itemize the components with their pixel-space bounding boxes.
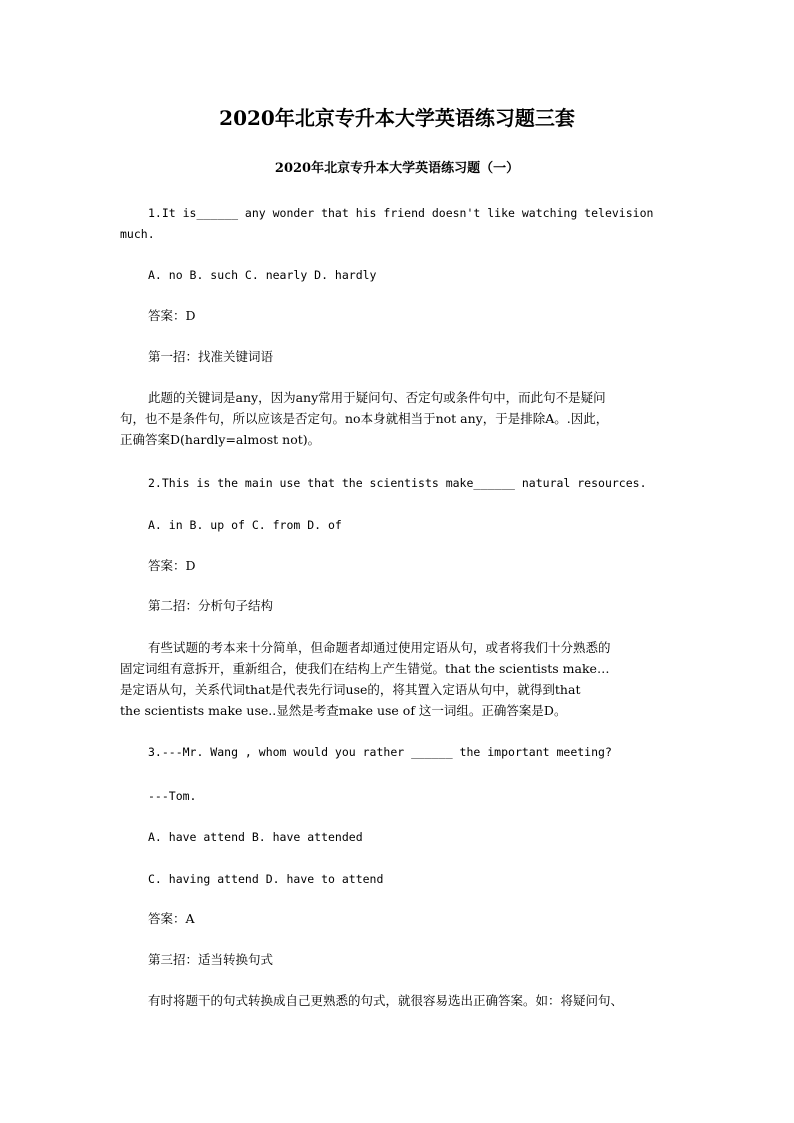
question-3-reply: ---Tom. <box>148 789 197 803</box>
tip-2-paragraph-line: 是定语从句，关系代词that是代表先行词use的，将其置入定语从句中，就得到that <box>120 682 581 697</box>
question-2-answer: 答案：D <box>148 558 196 573</box>
tip-2-heading: 第二招：分析句子结构 <box>148 598 274 613</box>
question-1-options: A. no B. such C. nearly D. hardly <box>148 268 377 282</box>
question-2-text: 2.This is the main use that the scientists make______ natural resources. <box>148 476 647 490</box>
tip-1-paragraph-line: 此题的关键词是any，因为any常用于疑问句、否定句或条件句中，而此句不是疑问 <box>148 390 606 405</box>
question-3-options: C. having attend D. have to attend <box>148 872 384 886</box>
tip-1-paragraph-line: 句，也不是条件句，所以应该是否定句。no本身就相当于not any，于是排除A。.因此， <box>120 411 609 426</box>
tip-3-paragraph-line: 有时将题干的句式转换成自己更熟悉的句式，就很容易选出正确答案。如：将疑问句、 <box>148 993 624 1008</box>
tip-1-heading: 第一招：找准关键词语 <box>148 349 274 364</box>
question-1-text: 1.It is______ any wonder that his friend doesn't like watching television <box>148 206 654 220</box>
question-3-answer: 答案：A <box>148 911 195 926</box>
question-1-text-cont: much. <box>120 227 155 241</box>
tip-2-paragraph-line: 固定词组有意拆开，重新组合，使我们在结构上产生错觉。that the scientists make… <box>120 661 610 676</box>
question-3-options: A. have attend B. have attended <box>148 830 363 844</box>
question-2-options: A. in B. up of C. from D. of <box>148 518 342 532</box>
tip-2-paragraph-line: 有些试题的考本来十分简单，但命题者却通过使用定语从句，或者将我们十分熟悉的 <box>148 640 611 655</box>
tip-3-heading: 第三招：适当转换句式 <box>148 952 274 967</box>
document-title: 2020年北京专升本大学英语练习题三套 <box>219 106 575 130</box>
question-3-text: 3.---Mr. Wang , whom would you rather ______ the important meeting? <box>148 745 612 759</box>
question-1-answer: 答案：D <box>148 308 196 323</box>
tip-2-paragraph-line: the scientists make use..显然是考查make use of 这一词组。正确答案是D。 <box>120 703 567 718</box>
tip-1-paragraph-line: 正确答案D(hardly=almost not)。 <box>120 432 321 447</box>
section-heading: 2020年北京专升本大学英语练习题（一） <box>274 161 520 176</box>
